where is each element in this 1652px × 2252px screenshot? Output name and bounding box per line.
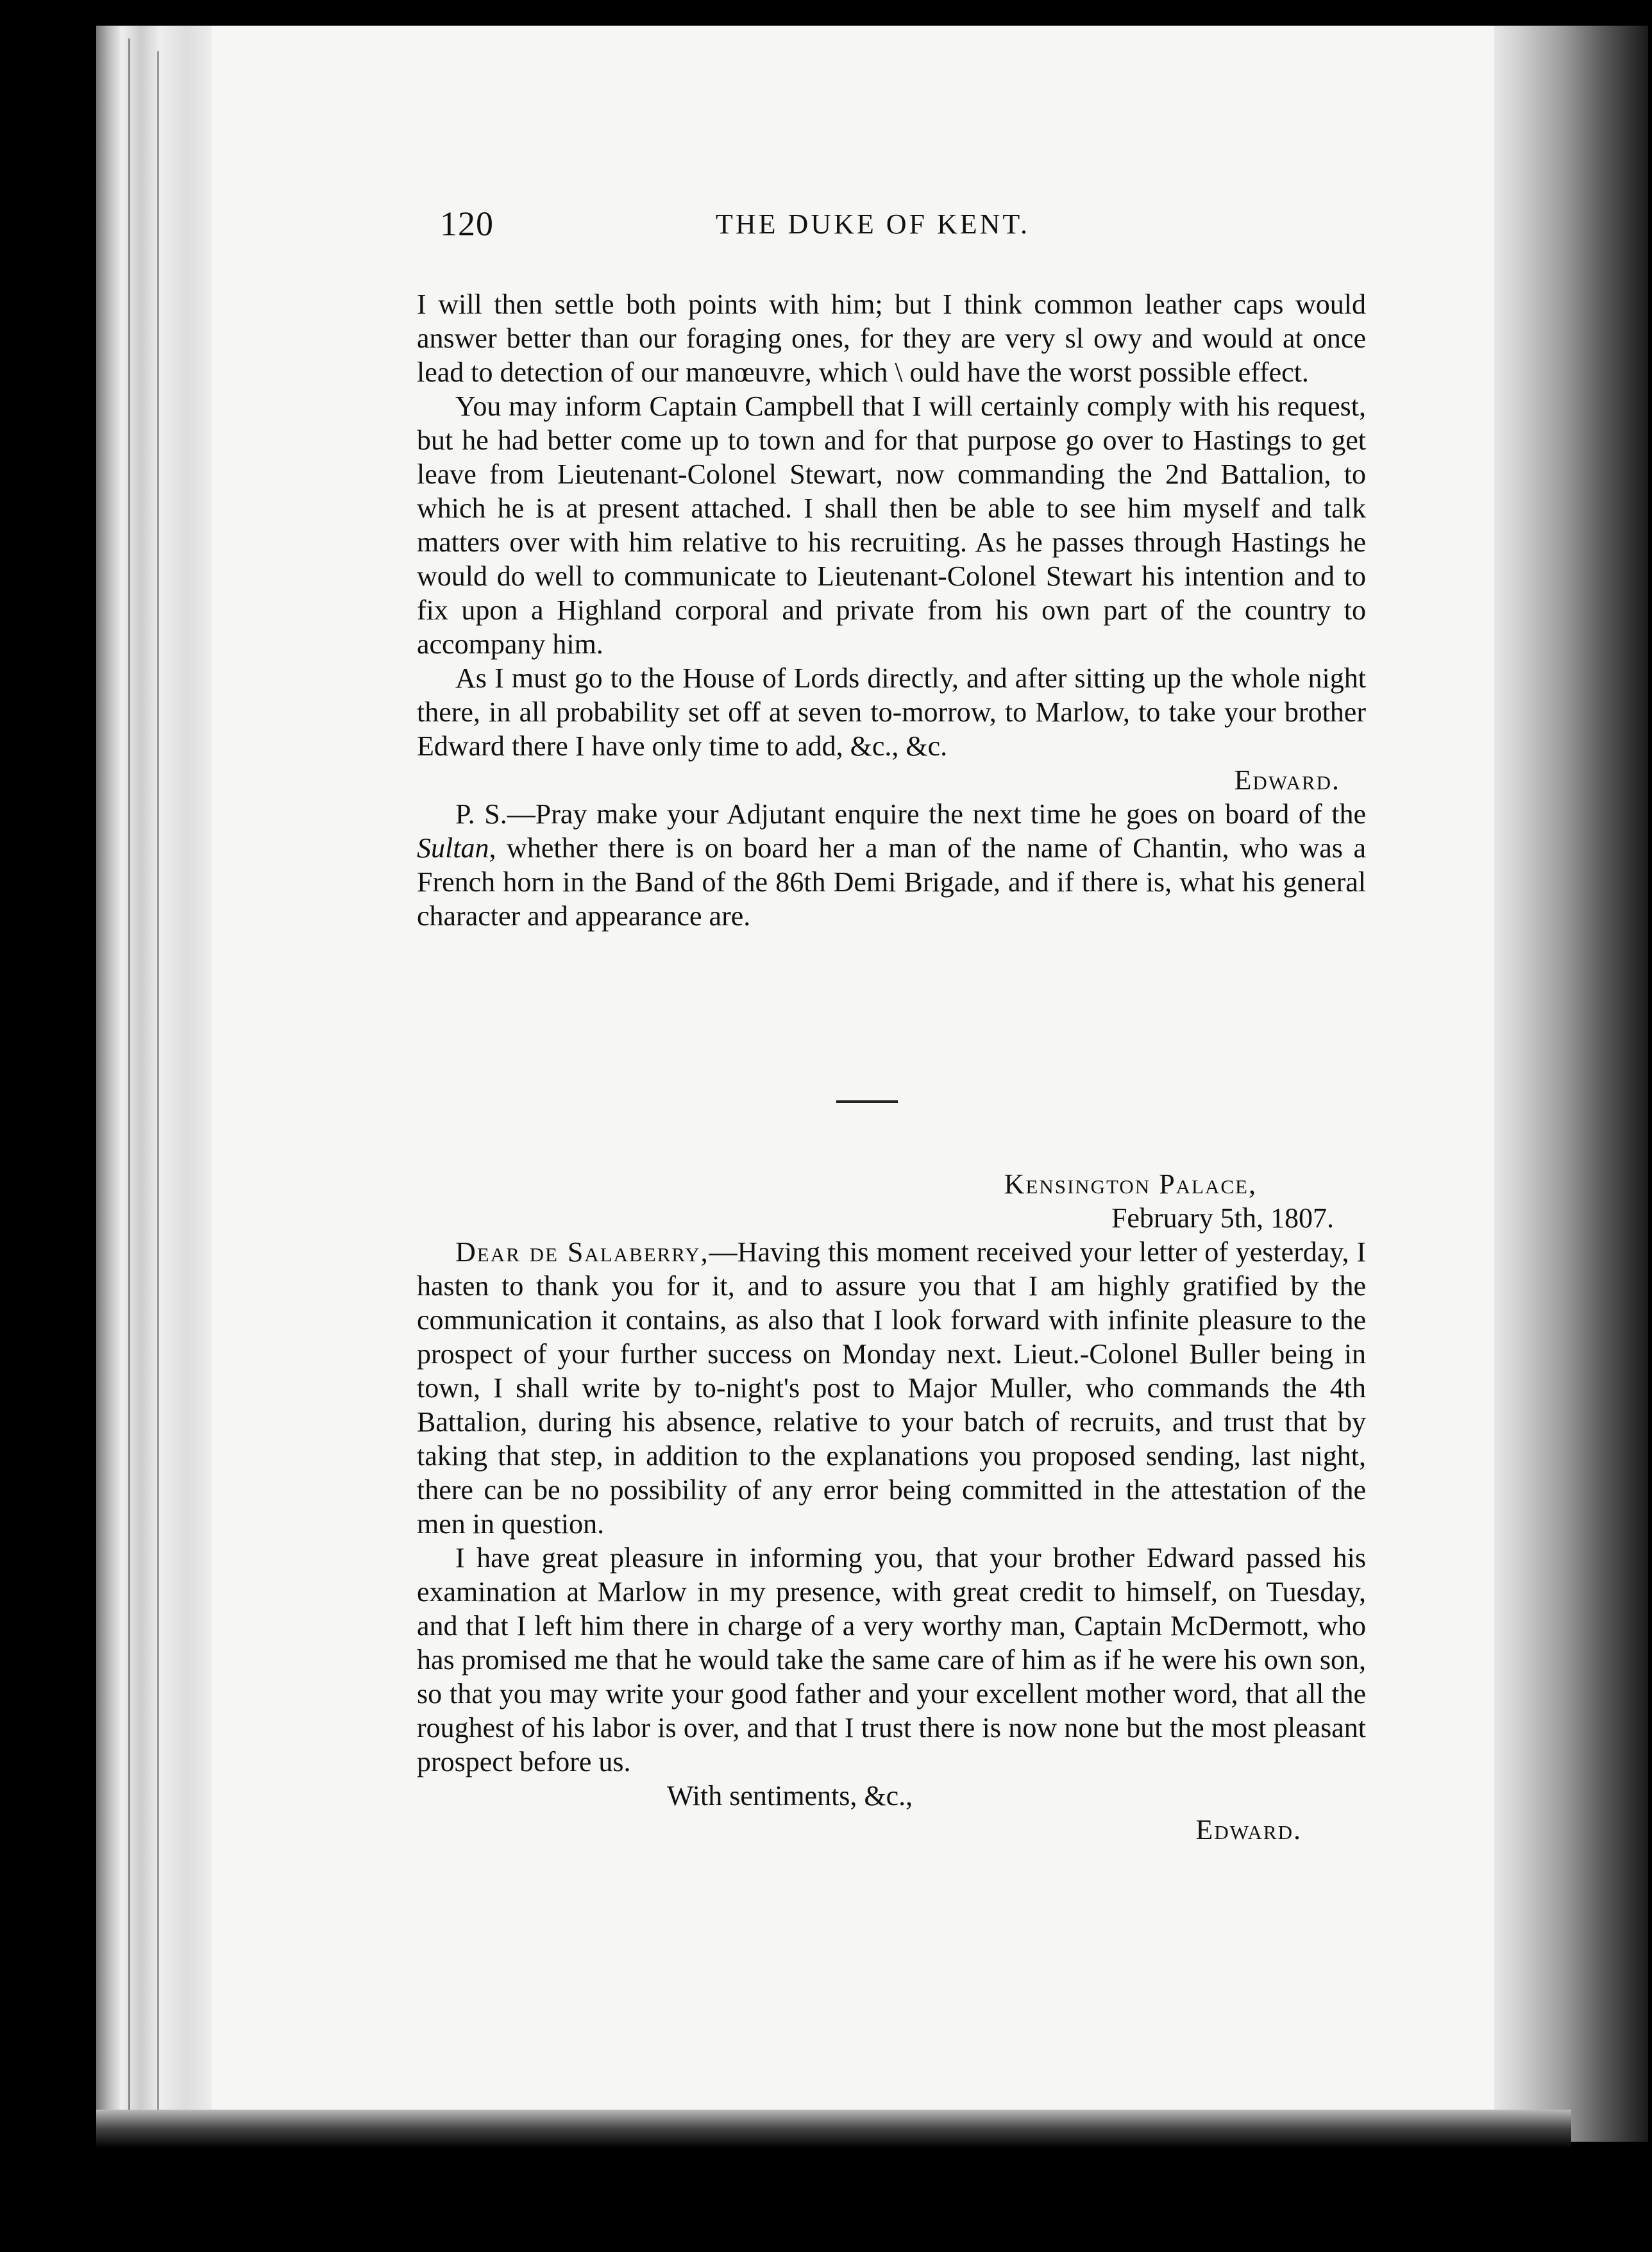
page-number: 120	[440, 205, 494, 243]
section-divider	[836, 1100, 898, 1103]
letter-2-paragraph-text: —Having this moment received your letter of yesterday, I hasten to thank you for it, and to assure you that I am highly gratified by the communication it contains, as also that I look forward with infinite pleasure to the prospect of your further success on Monday next. Lieut.-Colonel Buller being in town, I shall write by to-night's post to Major Muller, who commands the 4th Battalion, during his absence, relative to your batch of recruits, and trust that by taking that step, in addition to the explanations you proposed sending, last night, there can be no possibility of any error being committed in the attestation of the men in question.	[417, 1236, 1366, 1540]
letter-2-place: Kensington Palace,	[1004, 1168, 1257, 1200]
postscript-text: P. S.—Pray make your Adjutant enquire the next time he goes on board of the	[455, 798, 1366, 830]
closing: With sentiments, &c.,	[667, 1780, 913, 1811]
bottom-edge	[96, 2110, 1571, 2148]
ship-name: Sultan	[417, 832, 489, 864]
letter-1-paragraph: You may inform Captain Campbell that I will certainly comply with his request, but he had better come up to town and for that purpose go over to Hastings to get leave from Lieutenant-Colonel Stewart, now commanding the 2nd Battalion, to which he is at present attached. I shall then be able to see him myself and talk matters over with him relative to his recruiting. As he passes through Hastings he would do well to communicate to Lieutenant-Colonel Stewart his intention and to fix upon a Highland corporal and private from his own part of the country to accompany him.	[417, 391, 1366, 660]
letter-1-paragraph: As I must go to the House of Lords directly, and after sitting up the whole night there, in all probability set off at seven to-morrow, to Marlow, to take your brother Edward there I have only time to add, &c., &c.	[417, 662, 1366, 762]
letter-2	[417, 1167, 1366, 1847]
postscript-text: , whether there is on board her a man of the name of Chantin, who was a French horn in the Band of the 86th Demi Brigade, and if there is, what his general character and appearance are.	[417, 832, 1366, 932]
running-head: THE DUKE OF KENT.	[716, 208, 1031, 240]
letter-2-paragraph	[417, 1235, 1366, 1541]
letter-2-date: February 5th, 1807.	[1111, 1202, 1334, 1234]
letter-2-signature: Edward.	[1195, 1814, 1302, 1845]
letter-1-paragraph: I will then settle both points with him; but I think common leather caps would answer better than our foraging ones, for they are very sl owy and would at once lead to detection of our manœuvre, which \ ould have the worst possible effect.	[417, 289, 1366, 388]
salutation: Dear de Salaberry,	[455, 1236, 709, 1268]
postscript	[417, 797, 1366, 933]
letter-1-signature: Edward.	[1234, 764, 1340, 796]
letter-2-paragraph: I have great pleasure in informing you, that your brother Edward passed his examination at Marlow in my presence, with great credit to himself, on Tuesday, and that I left him there in charge of a very worthy man, Captain McDermott, who has promised me that he would take the same care of him as if he were his own son, so that you may write your good father and your excellent mother word, that all the roughest of his labor is over, and that I trust there is now none but the most pleasant prospect before us.	[417, 1542, 1366, 1777]
gutter-shadow	[1494, 26, 1648, 2142]
letter-1	[417, 287, 1366, 933]
page-header	[440, 204, 1370, 255]
